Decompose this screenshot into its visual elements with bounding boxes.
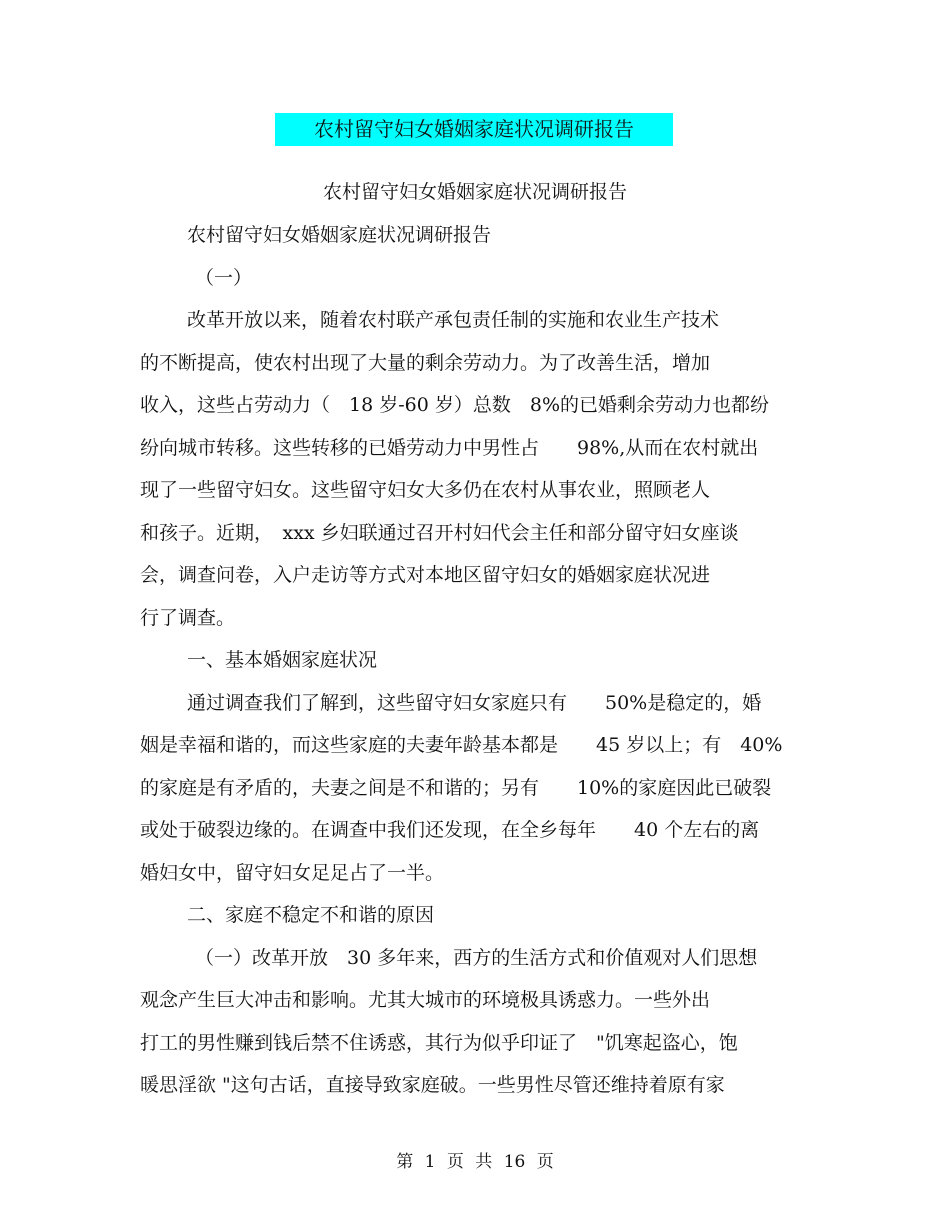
body-line: 通过调查我们了解到，这些留守妇女家庭只有 50%是稳定的，婚 <box>187 691 762 714</box>
body-line: 收入，这些占劳动力（ 18 岁-60 岁）总数 8%的已婚剩余劳动力也都纷 <box>140 394 769 416</box>
body-line: 行了调查。 <box>140 606 236 629</box>
body-line: 现了一些留守妇女。这些留守妇女大多仍在农村从事农业，照顾老人 <box>140 479 711 501</box>
body-line: 二、家庭不稳定不和谐的原因 <box>187 904 435 926</box>
body-line: 暖思淫欲 "这句古话，直接导致家庭破。一些男性尽管还维持着原有家 <box>140 1074 725 1096</box>
body-line: 和孩子。近期， xxx 乡妇联通过召开村妇代会主任和部分留守妇女座谈 <box>140 521 739 544</box>
body-line: 改革开放以来，随着农村联产承包责任制的实施和农业生产技术 <box>187 309 720 331</box>
document-body <box>140 219 810 1112</box>
document-subtitle: 农村留守妇女婚姻家庭状况调研报告 <box>322 181 627 203</box>
body-line: 或处于破裂边缘的。在调查中我们还发现，在全乡每年 40 个左右的离 <box>140 819 760 841</box>
body-line: 的不断提高，使农村出现了大量的剩余劳动力。为了改善生活，增加 <box>140 351 711 374</box>
body-line: 打工的男性赚到钱后禁不住诱惑，其行为似乎印证了 "饥寒起盗心，饱 <box>140 1031 738 1054</box>
body-line: 婚妇女中，留守妇女足足占了一半。 <box>140 861 445 884</box>
body-line: 农村留守妇女婚姻家庭状况调研报告 <box>187 224 492 246</box>
body-line: 纷向城市转移。这些转移的已婚劳动力中男性占 98%,从而在农村就出 <box>140 436 759 459</box>
body-line: 会，调查问卷，入户走访等方式对本地区留守妇女的婚姻家庭状况进 <box>140 564 711 586</box>
body-line: 姻是幸福和谐的，而这些家庭的夫妻年龄基本都是 45 岁以上；有 40% <box>140 734 783 756</box>
body-line: （一）改革开放 30 多年来，西方的生活方式和价值观对人们思想 <box>195 946 758 969</box>
page-footer: 第 1 页 共 16 页 <box>396 1152 554 1172</box>
highlighted-title: 农村留守妇女婚姻家庭状况调研报告 <box>275 113 673 146</box>
body-line: （一） <box>195 266 253 289</box>
body-line: 观念产生巨大冲击和影响。尤其大城市的环境极具诱惑力。一些外出 <box>140 989 711 1011</box>
body-line: 的家庭是有矛盾的，夫妻之间是不和谐的；另有 10%的家庭因此已破裂 <box>140 776 772 799</box>
body-line: 一、基本婚姻家庭状况 <box>187 649 378 671</box>
